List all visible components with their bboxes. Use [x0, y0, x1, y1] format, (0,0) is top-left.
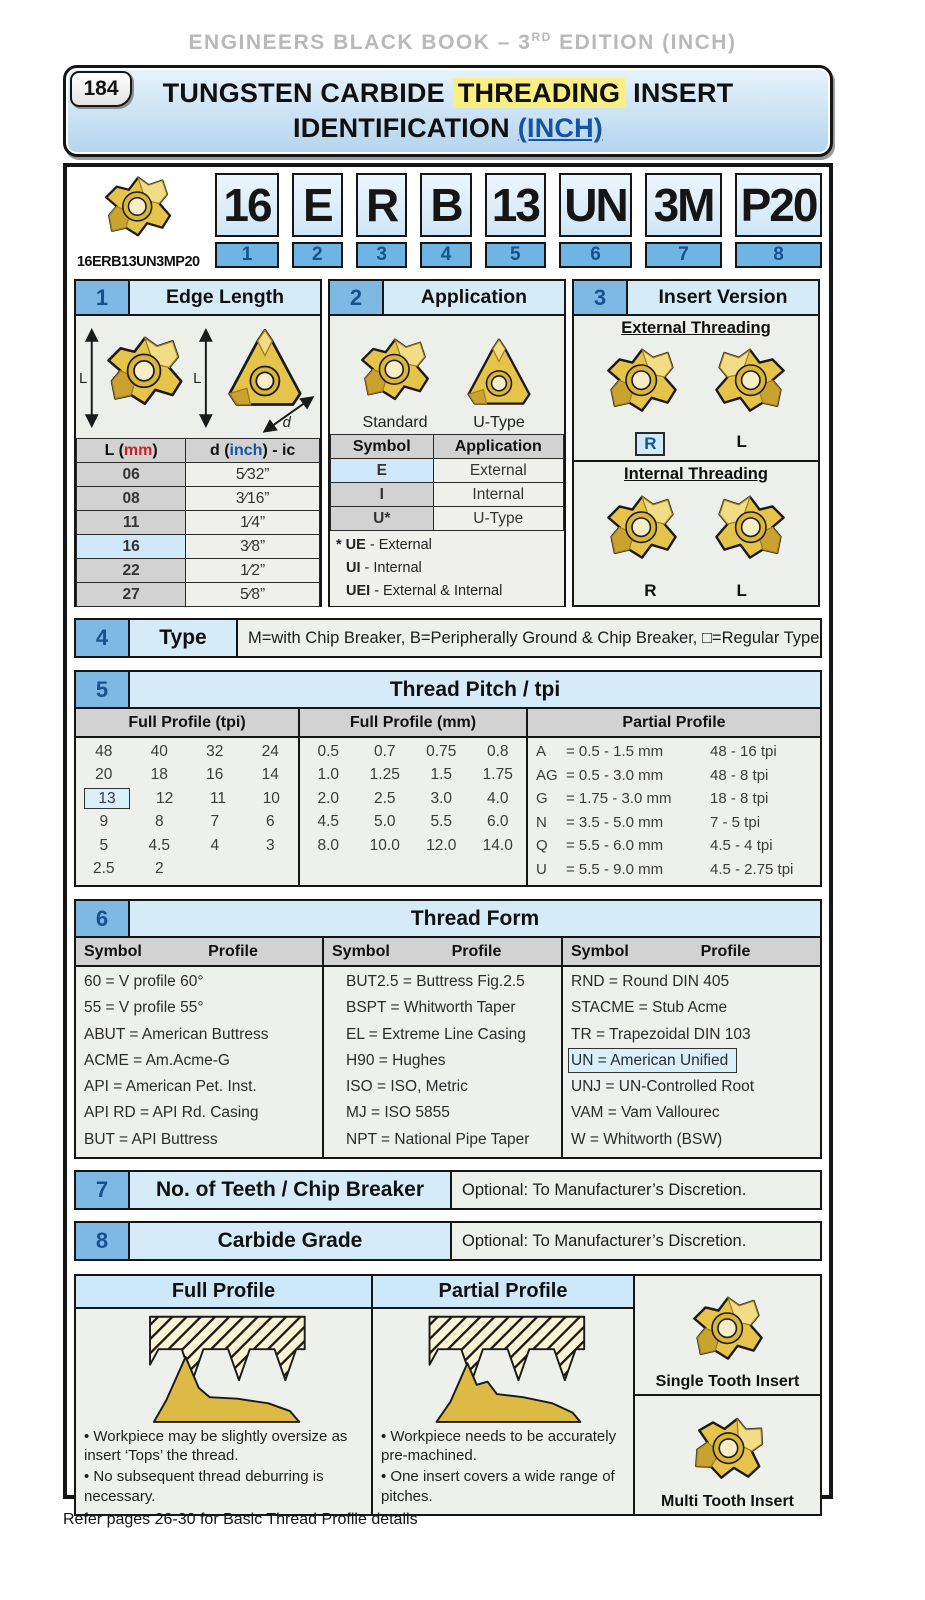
thread-form-item: EL = Extreme Line Casing	[346, 1025, 526, 1043]
content-frame	[63, 163, 833, 1511]
standard-insert-icon	[356, 335, 434, 413]
application-table	[330, 434, 564, 531]
code-segment-8	[735, 173, 822, 268]
table-row: 27 5⁄8”	[77, 583, 320, 607]
thread-form-item: ISO = ISO, Metric	[346, 1078, 468, 1096]
mm-column	[300, 738, 528, 885]
section4-text: M=with Chip Breaker, B=Peripherally Ground & Chip Breaker, □=Regular Type	[238, 620, 820, 656]
thread-form-item: W = Whitworth (BSW)	[571, 1130, 723, 1148]
title-highlight: THREADING	[453, 78, 625, 108]
section1-title: Edge Length	[130, 281, 320, 314]
utype-label: U-Type	[473, 414, 525, 431]
edge-length-header-row	[77, 439, 320, 463]
code-segment-1	[215, 173, 278, 268]
external-rl-labels	[574, 432, 818, 460]
full-profile-title: Full Profile	[76, 1276, 371, 1309]
top-sections	[74, 279, 822, 607]
section3-number: 3	[574, 281, 628, 314]
edge-length-figure	[76, 316, 320, 438]
profile-comparison	[74, 1274, 822, 1516]
section2-title: Application	[384, 281, 564, 314]
multi-tooth-insert-icon	[686, 1413, 770, 1493]
section-thread-form	[74, 899, 822, 1159]
section-application	[328, 279, 566, 607]
thread-form-item-highlighted	[563, 1048, 820, 1074]
section5-subheader	[76, 709, 820, 738]
section-insert-version	[572, 279, 820, 607]
code-insert-figure	[74, 173, 202, 270]
full-profile-thread-figure	[76, 1309, 371, 1425]
section8-text: Optional: To Manufacturer’s Discretion.	[452, 1223, 820, 1259]
external-threading-label: External Threading	[621, 319, 771, 337]
utype-insert-icon	[460, 335, 538, 413]
external-r-label: R	[635, 432, 665, 456]
utype-notes	[330, 531, 564, 606]
table-row: 11 1⁄4”	[77, 511, 320, 535]
section7-number: 7	[76, 1172, 130, 1208]
section4-number: 4	[76, 620, 130, 656]
note-uei: UEI - External & Internal	[346, 583, 503, 599]
thread-form-column-2	[324, 967, 563, 1157]
code-position: 8	[735, 242, 822, 268]
thread-form-item: 55 = V profile 55°	[84, 999, 204, 1017]
application-figures	[330, 316, 564, 434]
thread-form-item: 60 = V profile 60°	[84, 973, 204, 990]
code-segment-3	[356, 173, 407, 268]
thread-form-item: BUT2.5 = Buttress Fig.2.5	[346, 973, 525, 990]
section5-header	[76, 672, 820, 709]
mm-row: 1.0 1.25 1.5 1.75	[317, 766, 513, 784]
table-row: I Internal	[331, 483, 564, 507]
partial-row: Q = 5.5 - 6.0 mm 4.5 - 4 tpi	[536, 837, 773, 855]
header-partial-profile: Partial Profile	[622, 713, 726, 731]
section3-title: Insert Version	[628, 281, 818, 314]
section-teeth-chip-breaker	[74, 1170, 822, 1210]
internal-r-label: R	[644, 581, 657, 600]
full-profile-column	[76, 1276, 373, 1514]
edge-length-diagram	[76, 316, 320, 438]
partial-profile-diagram	[373, 1309, 633, 1425]
dim-label-l2: L	[193, 370, 202, 387]
tpi-row-highlighted: 13 12 11 10	[76, 787, 298, 811]
section1-header	[76, 281, 320, 316]
code-value: UN	[559, 173, 632, 237]
internal-l-label: L	[736, 581, 747, 600]
code-row	[74, 173, 822, 275]
thread-form-item: UNJ = UN-Controlled Root	[571, 1078, 755, 1096]
table-row: 08 3⁄16”	[77, 487, 320, 511]
tpi-row: 2.5 2	[92, 860, 164, 878]
section2-header	[330, 281, 564, 316]
insert-types-column	[635, 1276, 820, 1514]
thread-form-item: BSPT = Whitworth Taper	[346, 999, 516, 1017]
section6-header	[76, 901, 820, 938]
code-position: 2	[292, 242, 343, 268]
mm-row: 8.0 10.0 12.0 14.0	[317, 836, 513, 854]
title-box	[63, 65, 833, 157]
section7-text: Optional: To Manufacturer’s Discretion.	[452, 1172, 820, 1208]
title-post: INSERT	[633, 77, 734, 108]
partial-profile-thread-figure	[373, 1309, 633, 1425]
title-line-1	[159, 76, 738, 111]
title-pre: TUNGSTEN CARBIDE	[162, 77, 445, 108]
book-running-header	[0, 0, 925, 55]
book-header-text: ENGINEERS BLACK BOOK – 3	[188, 31, 532, 54]
table-row: 22 1⁄2”	[77, 559, 320, 583]
col-application: Application	[433, 435, 563, 459]
section4-title: Type	[130, 620, 238, 656]
code-value: 3M	[645, 173, 722, 237]
thread-form-item: H90 = Hughes	[346, 1051, 446, 1069]
table-row-highlighted: E External	[331, 459, 564, 483]
thread-form-item: MJ = ISO 5855	[346, 1104, 450, 1122]
inch-link: (INCH)	[517, 113, 603, 143]
tpi-row: 20 18 16 14	[95, 766, 279, 784]
internal-threading-block	[574, 462, 818, 606]
code-value: 13	[485, 173, 546, 237]
dim-label-l: L	[78, 370, 88, 387]
section1-number: 1	[76, 281, 130, 314]
title-identification: IDENTIFICATION	[293, 113, 510, 143]
code-position: 7	[645, 242, 722, 268]
partial-profile-title: Partial Profile	[373, 1276, 633, 1309]
mm-row: 0.5 0.7 0.75 0.8	[317, 742, 509, 760]
col-l-mm: L (mm)	[77, 439, 186, 463]
mm-row: 2.0 2.5 3.0 4.0	[317, 789, 509, 807]
section-thread-pitch	[74, 670, 822, 887]
bullet: • Workpiece may be slightly oversize as insert ‘Tops’ the thread.	[84, 1428, 348, 1465]
thread-form-item: API RD = API Rd. Casing	[84, 1104, 259, 1122]
external-l-label: L	[736, 431, 747, 451]
code-position: 4	[420, 242, 471, 268]
single-tooth-cell	[635, 1276, 820, 1396]
thread-form-column-1	[76, 967, 324, 1157]
bullet: • Workpiece needs to be accurately pre-machined.	[381, 1428, 617, 1465]
section5-body	[76, 738, 820, 885]
code-segment-4	[420, 173, 471, 268]
partial-row: U = 5.5 - 9.0 mm 4.5 - 2.75 tpi	[536, 860, 794, 878]
note-ui: UI - Internal	[346, 560, 422, 576]
tpi-row: 5 4.5 4 3	[99, 836, 275, 854]
code-value: E	[292, 173, 343, 237]
code-value: P20	[735, 173, 822, 237]
application-header-row	[331, 435, 564, 459]
utype-insert-figure	[460, 335, 538, 432]
section2-number: 2	[330, 281, 384, 314]
code-value: 16	[215, 173, 278, 237]
symbol-profile-header-3: Symbol Profile	[571, 942, 751, 960]
section-carbide-grade	[74, 1221, 822, 1261]
code-position: 5	[485, 242, 546, 268]
section-type	[74, 618, 822, 658]
partial-row: G = 1.75 - 3.0 mm 18 - 8 tpi	[536, 790, 769, 808]
mm-row: 4.5 5.0 5.5 6.0	[317, 813, 509, 831]
section5-number: 5	[76, 672, 130, 707]
section6-title: Thread Form	[130, 901, 820, 936]
tpi-column	[76, 738, 300, 885]
thread-form-item: VAM = Vam Vallourec	[571, 1104, 720, 1122]
thread-form-column-3	[563, 967, 820, 1157]
symbol-profile-header-2: Symbol Profile	[324, 938, 563, 965]
bullet: • No subsequent thread deburring is necessary.	[84, 1468, 324, 1505]
threading-insert-icon	[95, 173, 181, 249]
title-line-2	[159, 111, 738, 146]
thread-form-item: BUT = API Buttress	[84, 1130, 218, 1148]
internal-r-insert-icon	[602, 492, 682, 572]
code-value: R	[356, 173, 407, 237]
code-value: B	[420, 173, 471, 237]
code-segment-5	[485, 173, 546, 268]
standard-insert-figure	[356, 335, 434, 432]
thread-form-item: API = American Pet. Inst.	[84, 1078, 257, 1096]
single-tooth-label: Single Tooth Insert	[655, 1373, 800, 1391]
header-full-profile-tpi: Full Profile (tpi)	[76, 709, 300, 736]
section5-title: Thread Pitch / tpi	[130, 672, 820, 707]
code-segment-6	[559, 173, 632, 268]
multi-tooth-label: Multi Tooth Insert	[660, 1493, 794, 1511]
external-threading-block	[574, 316, 818, 462]
section6-subheader	[76, 938, 820, 967]
code-position: 1	[215, 242, 278, 268]
external-r-insert-icon	[602, 345, 682, 425]
section8-number: 8	[76, 1223, 130, 1259]
multi-tooth-cell	[635, 1396, 820, 1514]
section6-body	[76, 967, 820, 1157]
book-header-rest: EDITION (INCH)	[551, 31, 737, 54]
header-full-profile-mm: Full Profile (mm)	[300, 709, 528, 736]
internal-rl-labels	[574, 581, 818, 605]
thread-form-item: ABUT = American Buttress	[84, 1025, 269, 1043]
code-position: 3	[356, 242, 407, 268]
external-insert-figures	[574, 338, 818, 432]
symbol-profile-header-1: Symbol Profile	[76, 938, 324, 965]
section7-title: No. of Teeth / Chip Breaker	[130, 1172, 452, 1208]
partial-row: N = 3.5 - 5.0 mm 7 - 5 tpi	[536, 813, 761, 831]
internal-insert-figures	[574, 484, 818, 582]
full-profile-diagram	[76, 1309, 371, 1425]
partial-profile-column	[373, 1276, 635, 1514]
footer-note: Refer pages 26-30 for Basic Thread Profile details	[63, 1511, 418, 1528]
table-row: 06 5⁄32”	[77, 463, 320, 487]
full-profile-notes	[76, 1425, 371, 1514]
code-segment-2	[292, 173, 343, 268]
external-l-insert-icon	[710, 345, 790, 425]
page-number-tab	[70, 71, 132, 107]
col-d-inch: d (inch) - ic	[186, 439, 320, 463]
table-row-highlighted: 16 3⁄8”	[77, 535, 320, 559]
page-number: 184	[83, 77, 119, 100]
section8-title: Carbide Grade	[130, 1223, 452, 1259]
section6-number: 6	[76, 901, 130, 936]
edge-length-table	[76, 438, 320, 607]
thread-form-item: NPT = National Pipe Taper	[346, 1130, 530, 1148]
partial-profile-column	[528, 738, 820, 885]
single-tooth-insert-icon	[686, 1293, 770, 1373]
code-position: 6	[559, 242, 632, 268]
un-highlight: UN = American Unified	[568, 1048, 737, 1073]
thread-form-item: STACME = Stub Acme	[571, 999, 728, 1017]
tpi-row: 9 8 7 6	[99, 813, 275, 831]
thread-form-item: TR = Trapezoidal DIN 103	[571, 1025, 751, 1043]
internal-threading-label: Internal Threading	[624, 464, 768, 483]
bullet: • One insert covers a wide range of pitches.	[381, 1468, 615, 1505]
tpi-13-highlight: 13	[84, 788, 130, 809]
col-symbol: Symbol	[331, 435, 434, 459]
partial-profile-notes	[373, 1425, 633, 1514]
partial-row: A = 0.5 - 1.5 mm 48 - 16 tpi	[536, 743, 777, 761]
thread-form-item: RND = Round DIN 405	[571, 973, 730, 990]
book-header-sup: RD	[531, 30, 552, 44]
tpi-row: 48 40 32 24	[95, 742, 279, 760]
note-ue: * UE - External	[336, 537, 432, 553]
table-row: U* U-Type	[331, 507, 564, 531]
dim-label-d: d	[282, 415, 291, 432]
standard-label: Standard	[362, 414, 428, 431]
code-segment-7	[645, 173, 722, 268]
section-edge-length	[74, 279, 322, 607]
code-label: 16ERB13UN3MP20	[76, 254, 200, 270]
section3-header	[574, 281, 818, 316]
page-title	[159, 76, 738, 146]
internal-l-insert-icon	[710, 492, 790, 572]
partial-row: AG = 0.5 - 3.0 mm 48 - 8 tpi	[536, 766, 769, 784]
thread-form-item: ACME = Am.Acme-G	[84, 1051, 230, 1069]
